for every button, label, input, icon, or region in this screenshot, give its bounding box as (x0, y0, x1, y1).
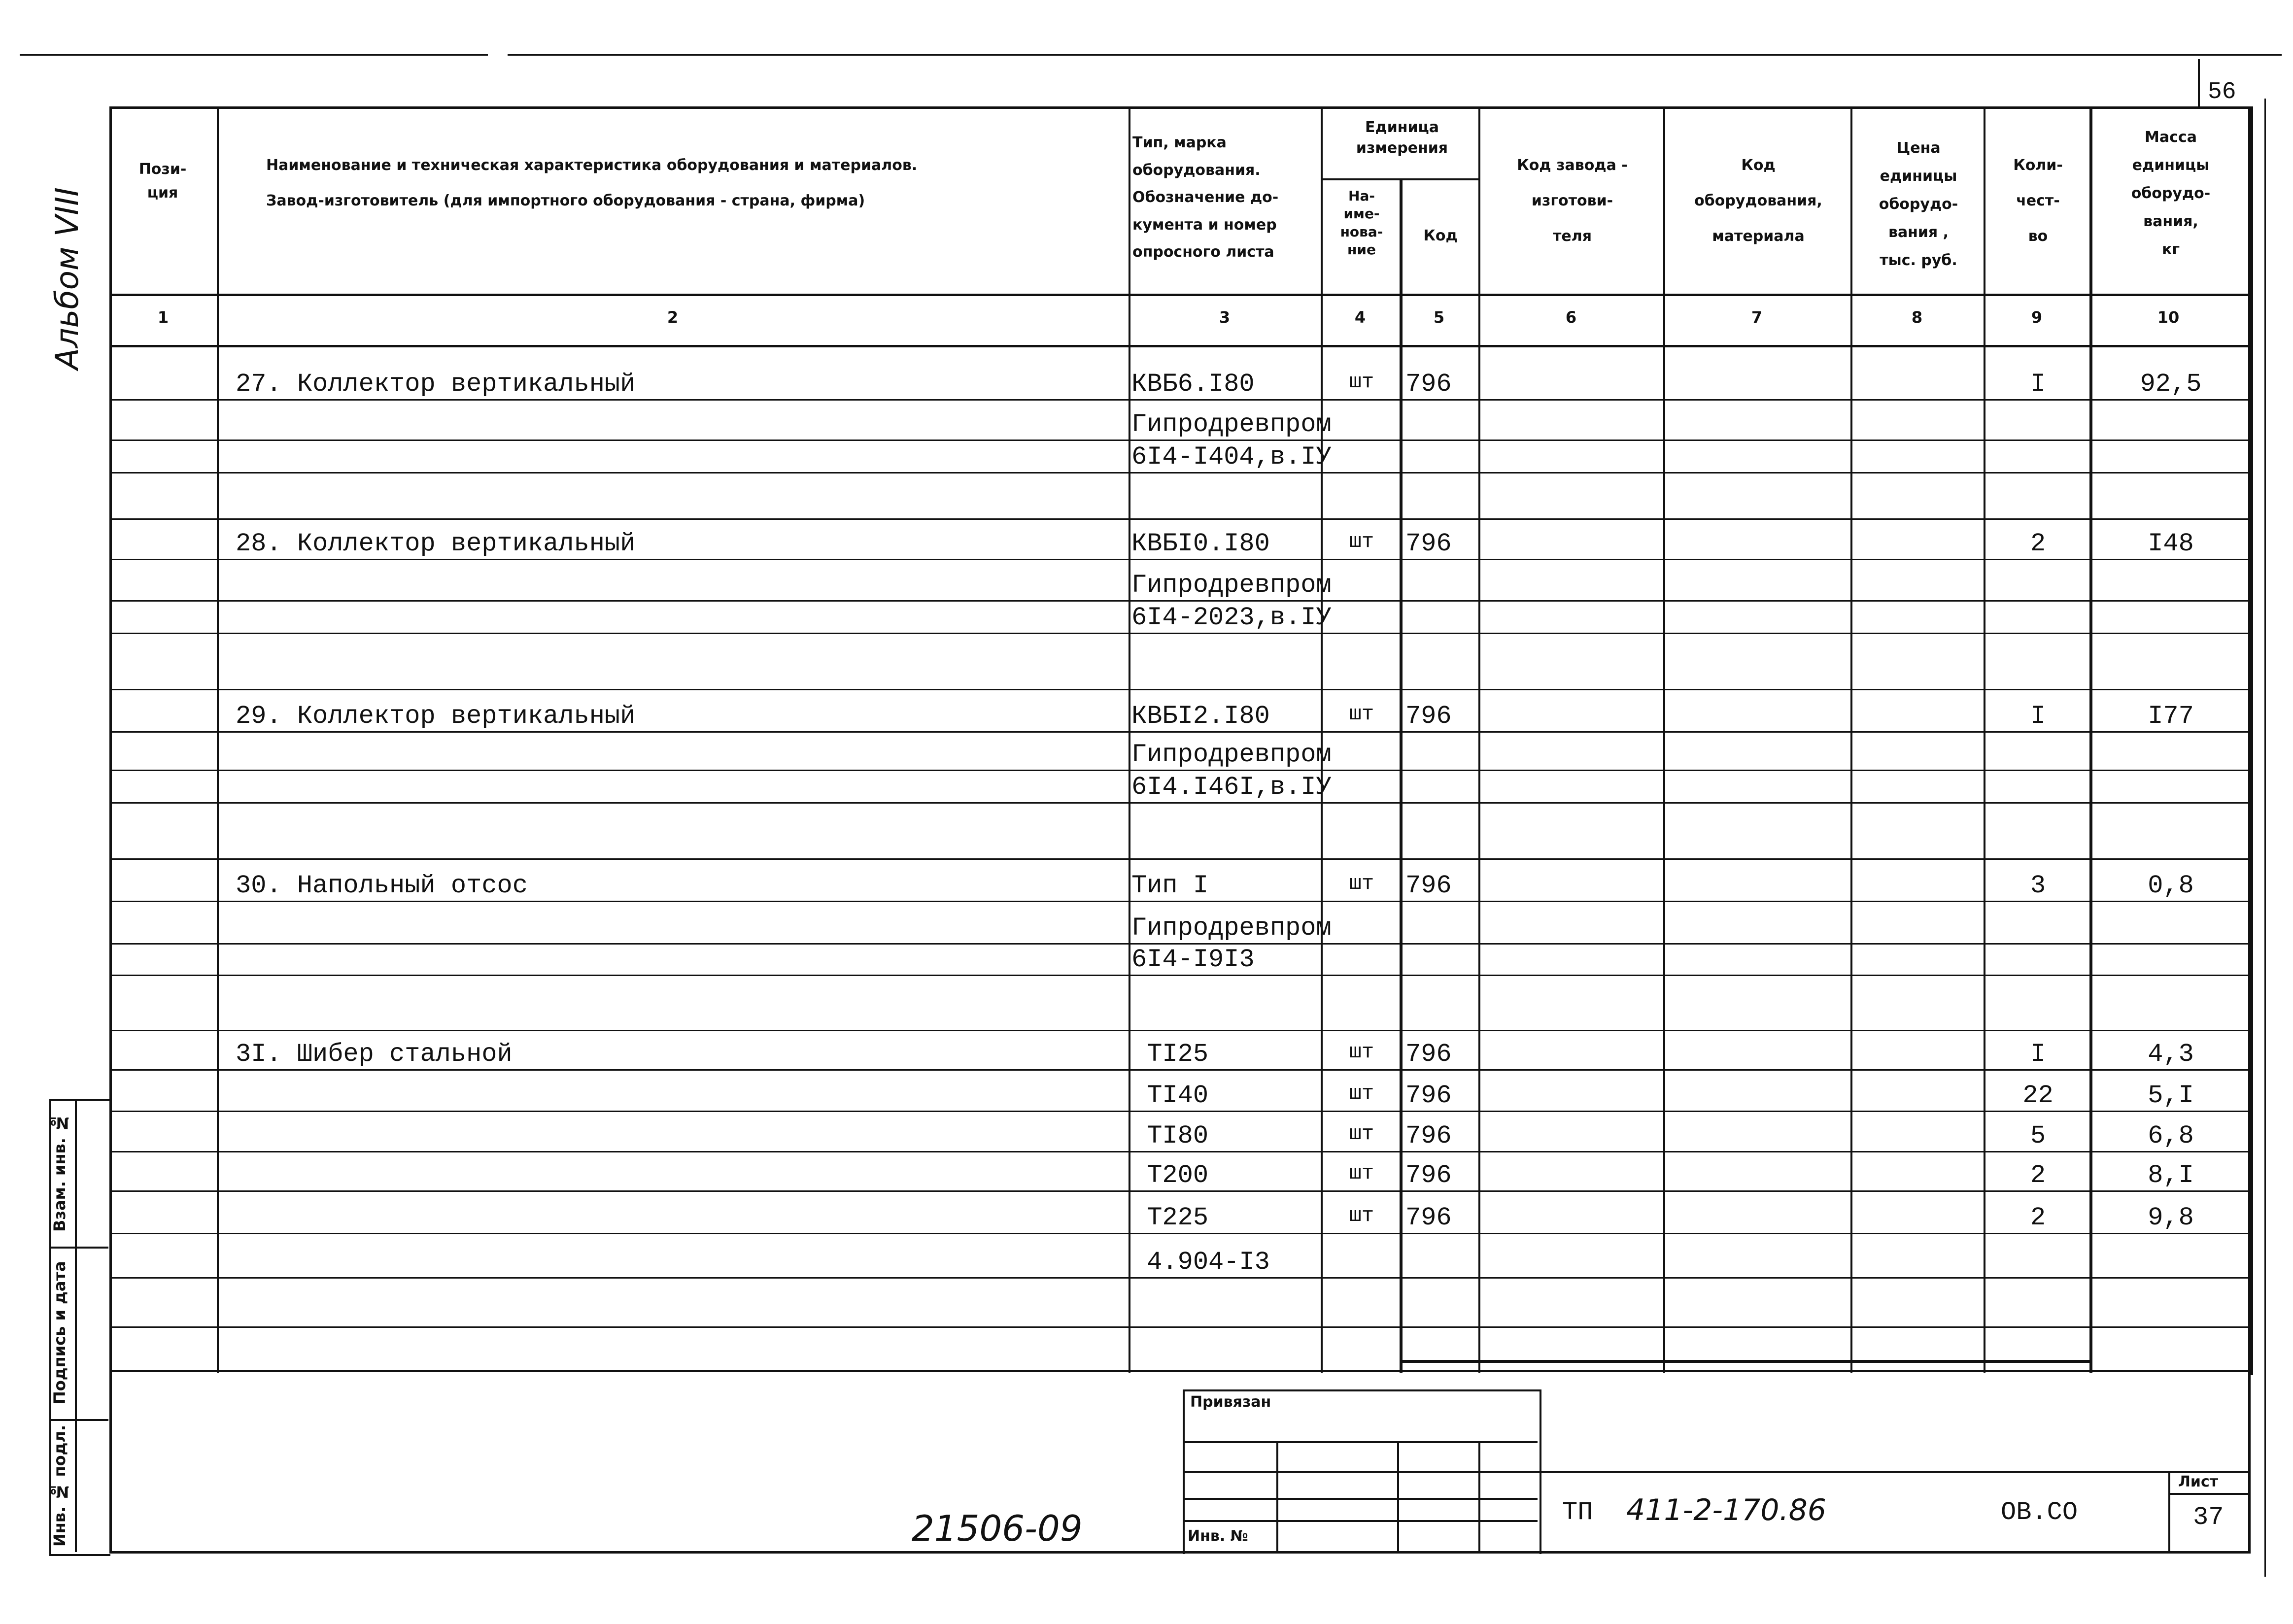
header-text: Пози- ция (138, 161, 187, 202)
col-line (1663, 106, 1665, 1373)
header-divider (109, 294, 2251, 296)
header-type (1132, 129, 1320, 266)
side-stamp-inv-podl: Инв. № подл. (50, 1424, 69, 1547)
side-stamp-divider (49, 1247, 108, 1249)
col-line (1478, 106, 1480, 1373)
row-divider (109, 472, 2251, 474)
col-line (1850, 106, 1852, 1373)
cell-type: КВБI2.I80 (1131, 702, 1270, 731)
cell-quantity: 22 (2022, 1081, 2053, 1110)
cell-name: 30. Напольный отсос (236, 871, 528, 900)
row-divider (109, 975, 2251, 976)
header-text: Наименование и техническая характеристика оборудования и материалов. Завод-изготовитель (для импортного оборудования - страна, фирма) (266, 157, 918, 209)
top-margin-line (20, 54, 488, 56)
cell-type: 6I4.I46I,в.IУ (1131, 773, 1332, 802)
cell-type: Гипродревпром (1131, 740, 1332, 769)
col-line (1129, 106, 1130, 1373)
cell-type: T200 (1131, 1161, 1209, 1190)
cell-type: T225 (1131, 1203, 1209, 1232)
header-text: Единица измерения (1356, 119, 1448, 157)
column-number: 1 (157, 308, 169, 327)
cell-name: 28. Коллектор вертикальный (236, 529, 636, 558)
cell-mass: 6,8 (2148, 1121, 2194, 1150)
cell-type: Тип I (1131, 871, 1209, 900)
cell-quantity: 2 (2030, 1161, 2046, 1190)
inv-no-label: Инв. № (1188, 1527, 1248, 1545)
cell-name: 3I. Шибер стальной (236, 1040, 513, 1069)
cell-quantity: 3 (2030, 871, 2046, 900)
column-number: 5 (1433, 308, 1445, 327)
section-code: ОВ.СО (2001, 1498, 2078, 1527)
row-divider (109, 559, 2251, 560)
row-divider (109, 770, 2251, 771)
cell-type: 6I4-I9I3 (1131, 945, 1255, 974)
sheet-box-line (2168, 1493, 2248, 1495)
cell-unit: шт (1349, 1040, 1374, 1064)
row-divider (109, 943, 2251, 945)
header-text: Код оборудования, материала (1694, 157, 1822, 245)
row-divider (109, 1233, 2251, 1234)
header-unit-group (1326, 117, 1478, 159)
row-divider (109, 399, 2251, 401)
cell-mass: 9,8 (2148, 1203, 2194, 1232)
sheet-number: 37 (2193, 1503, 2224, 1532)
header-factory-code (1482, 148, 1662, 254)
doc-code-line (1538, 1471, 2250, 1473)
cell-type: КВБ6.I80 (1131, 370, 1255, 399)
cell-unit-code: 796 (1405, 1081, 1452, 1110)
cell-name: 27. Коллектор вертикальный (236, 370, 636, 399)
cell-quantity: 5 (2030, 1121, 2046, 1150)
cell-type: Гипродревпром (1131, 571, 1332, 600)
header-mass (2094, 123, 2247, 264)
header-text: Цена единицы оборудо- вания , тыс. руб. (1879, 139, 1958, 269)
header-text: Тип, марка оборудования. Обозначение до- кумента и номер опросного листа (1132, 134, 1279, 261)
row-divider (109, 440, 2251, 441)
header-text: На- име- нова- ние (1340, 188, 1383, 258)
header-unit-code (1403, 224, 1477, 248)
frame-left (109, 1370, 112, 1552)
privyazan-line (1183, 1498, 1538, 1500)
cell-unit-code: 796 (1405, 1161, 1452, 1190)
cell-unit: шт (1349, 370, 1374, 394)
row-divider (109, 901, 2251, 902)
album-label-box (49, 187, 108, 424)
doc-code-prefix: ТП (1562, 1498, 1593, 1527)
cell-unit-code: 796 (1405, 1040, 1452, 1069)
cell-quantity: 2 (2030, 529, 2046, 558)
outer-right-line (2264, 99, 2266, 1577)
album-label: Альбом VIII (49, 187, 86, 370)
sheet-label: Лист (2178, 1473, 2219, 1490)
side-stamp-podpis: Подпись и дата (50, 1261, 69, 1405)
handwritten-number: 21506-09 (912, 1508, 1083, 1549)
top-margin-line (508, 54, 2282, 56)
column-number-divider (109, 345, 2251, 347)
col-line (1400, 178, 1403, 1373)
cell-type: Гипродревпром (1131, 914, 1332, 943)
cell-unit: шт (1349, 530, 1374, 553)
header-position (113, 158, 212, 205)
page-number-box (2198, 59, 2249, 108)
cell-mass: I48 (2148, 529, 2194, 558)
cell-mass: 5,I (2148, 1081, 2194, 1110)
privyazan-label: Привязан (1190, 1393, 1271, 1411)
header-unit-name (1325, 187, 1399, 259)
col-line (1321, 106, 1323, 1373)
cell-type: TI25 (1131, 1040, 1209, 1069)
frame-right (2248, 106, 2251, 1553)
row-divider (109, 731, 2251, 733)
column-number: 10 (2157, 308, 2180, 327)
frame-bottom (109, 1551, 2251, 1554)
cell-unit-code: 796 (1405, 702, 1452, 731)
cell-quantity: I (2030, 370, 2046, 399)
cell-quantity: I (2030, 702, 2046, 731)
cell-unit: шт (1349, 702, 1374, 726)
col-line (2089, 106, 2092, 1373)
cell-unit: шт (1349, 872, 1374, 895)
row-divider (109, 1030, 2251, 1031)
cell-mass: 0,8 (2148, 871, 2194, 900)
page-number: 56 (2208, 79, 2236, 105)
cell-unit-code: 796 (1405, 529, 1452, 558)
col-line (1984, 106, 1985, 1373)
cell-unit-code: 796 (1405, 871, 1452, 900)
column-number: 6 (1565, 308, 1577, 327)
column-number: 4 (1354, 308, 1366, 327)
header-quantity (1987, 148, 2088, 254)
column-number: 2 (667, 308, 679, 327)
table-bottom (109, 1370, 2251, 1372)
cell-mass: 8,I (2148, 1161, 2194, 1190)
row-divider (109, 518, 2251, 520)
row-divider (109, 1277, 2251, 1279)
cell-unit-code: 796 (1405, 1203, 1452, 1232)
row-divider (109, 600, 2251, 602)
cell-unit: шт (1349, 1122, 1374, 1146)
cell-name: 29. Коллектор вертикальный (236, 702, 636, 731)
cell-quantity: I (2030, 1040, 2046, 1069)
header-text: Масса единицы оборудо- вания, кг (2131, 129, 2211, 258)
row-divider (109, 1326, 2251, 1328)
privyazan-line (1276, 1441, 1278, 1552)
cell-type: 4.904-I3 (1131, 1248, 1270, 1277)
side-stamp-divider (49, 1419, 108, 1421)
side-stamp-divider (75, 1099, 77, 1552)
cell-quantity: 2 (2030, 1203, 2046, 1232)
header-equipment-code (1667, 148, 1849, 254)
cell-type: КВБI0.I80 (1131, 529, 1270, 558)
cell-mass: I77 (2148, 702, 2194, 731)
privyazan-line (1478, 1441, 1480, 1552)
cell-type: Гипродревпром (1131, 410, 1332, 439)
row-divider (109, 1069, 2251, 1071)
column-number: 8 (1911, 308, 1923, 327)
column-number: 9 (2031, 308, 2043, 327)
privyazan-line (1183, 1441, 1538, 1443)
column-number: 3 (1219, 308, 1231, 327)
data-area-bottom (1400, 1360, 2092, 1363)
row-divider (109, 802, 2251, 804)
cell-type: TI80 (1131, 1121, 1209, 1150)
row-divider (109, 1190, 2251, 1192)
cell-unit-code: 796 (1405, 370, 1452, 399)
header-price (1854, 134, 1983, 274)
col-line (217, 106, 219, 1373)
privyazan-line (1397, 1441, 1399, 1552)
row-divider (109, 1151, 2251, 1152)
header-text: Код (1423, 227, 1458, 244)
cell-type: TI40 (1131, 1081, 1209, 1110)
cell-type: 6I4-2023,в.IУ (1131, 603, 1332, 632)
cell-unit-code: 796 (1405, 1121, 1452, 1150)
privyazan-line (1183, 1520, 1538, 1522)
header-name (232, 148, 1153, 219)
cell-mass: 4,3 (2148, 1040, 2194, 1069)
row-divider (109, 858, 2251, 860)
side-stamp-vzam: Взам. инв. № (50, 1113, 69, 1232)
cell-unit: шт (1349, 1161, 1374, 1185)
header-text: Коли- чест- во (2013, 157, 2063, 245)
row-divider (109, 1111, 2251, 1112)
cell-unit: шт (1349, 1082, 1374, 1105)
row-divider (109, 633, 2251, 634)
column-number: 7 (1751, 308, 1763, 327)
privyazan-line (1183, 1471, 1538, 1473)
doc-code-handwritten: 411-2-170.86 (1626, 1493, 1826, 1527)
cell-mass: 92,5 (2140, 370, 2202, 399)
row-divider (109, 689, 2251, 690)
header-text: Код завода - изготови- теля (1517, 157, 1628, 245)
cell-unit: шт (1349, 1204, 1374, 1227)
cell-type: 6I4-I404,в.IУ (1131, 442, 1332, 472)
